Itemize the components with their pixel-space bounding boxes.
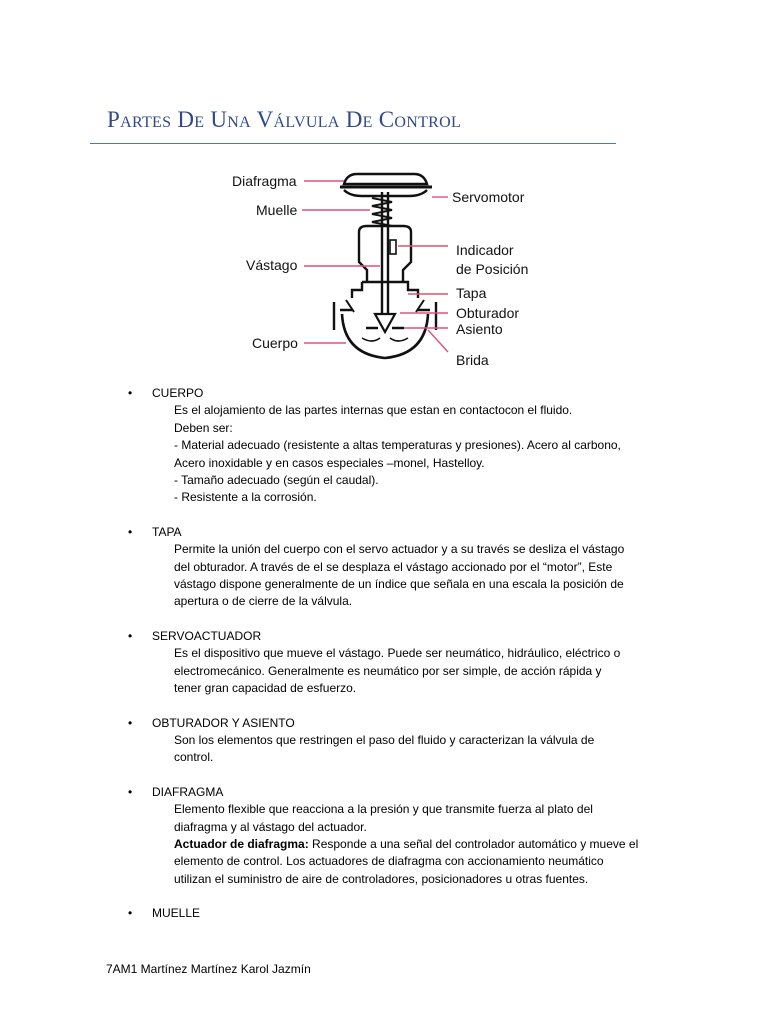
body-line: - Tamaño adecuado (según el caudal). xyxy=(174,473,379,488)
body-line: Elemento flexible que reacciona a la presión y que transmite fuerza al plato del xyxy=(174,802,593,817)
body-line: apertura o de cierre de la válvula. xyxy=(174,594,353,609)
label-cuerpo: Cuerpo xyxy=(252,335,298,351)
section-cuerpo xyxy=(128,385,668,507)
label-muelle: Muelle xyxy=(256,202,298,218)
section-muelle xyxy=(128,905,668,922)
plug xyxy=(375,314,395,332)
section-heading: CUERPO xyxy=(152,386,204,400)
bullet-icon: • xyxy=(128,524,133,539)
section-obturador-asiento xyxy=(128,715,668,767)
section-tapa xyxy=(128,524,668,611)
section-diafragma xyxy=(128,784,668,888)
label-indicador-1: Indicador xyxy=(456,242,514,258)
section-body xyxy=(174,645,668,697)
section-body xyxy=(174,402,668,506)
body-line: del obturador. A través de el se desplaza el vástago accionado por el “motor”, Este xyxy=(174,559,613,574)
body-line: - Resistente a la corrosión. xyxy=(174,490,317,505)
section-body xyxy=(174,732,668,767)
body-line: electromecánico. Generalmente es neumático por ser simple, de acción rápida y xyxy=(174,663,602,678)
bullet-icon: • xyxy=(128,628,133,643)
bullet-icon: • xyxy=(128,784,133,799)
yoke xyxy=(359,232,411,282)
label-diafragma: Diafragma xyxy=(232,173,297,189)
label-brida: Brida xyxy=(456,352,489,368)
diaphragm-top xyxy=(344,174,427,184)
body-line: Acero inoxidable y en casos especiales –monel, Hastelloy. xyxy=(174,455,485,470)
body-line: Permite la unión del cuerpo con el servo actuador y a su través se desliza el vástago xyxy=(174,542,625,557)
section-heading: DIAFRAGMA xyxy=(152,784,224,799)
body-line: tener gran capacidad de esfuerzo. xyxy=(174,681,357,696)
section-heading: TAPA xyxy=(152,524,182,539)
position-indicator xyxy=(390,240,396,254)
page-title: Partes De Una Válvula De Control xyxy=(107,107,462,132)
section-body xyxy=(174,541,668,611)
body-line: Es el dispositivo que mueve el vástago. Puede ser neumático, hidráulico, eléctrico o xyxy=(174,646,621,661)
bullet-icon: • xyxy=(128,386,133,400)
body-line: vástago dispone generalmente de un índice que señala en una escala la posición de xyxy=(174,577,624,592)
yoke-top xyxy=(359,226,411,232)
label-vastago: Vástago xyxy=(246,257,298,273)
body-line-with-bold-lead xyxy=(174,836,668,853)
body-line: Deben ser: xyxy=(174,420,233,435)
diaphragm-bottom xyxy=(344,190,427,196)
bonnet xyxy=(352,282,418,298)
body-line: Son los elementos que restringen el paso del fluido y caracterizan la válvula de xyxy=(174,732,595,747)
section-heading: OBTURADOR Y ASIENTO xyxy=(152,715,295,730)
sections-list xyxy=(128,385,668,940)
body-line: Es el alojamiento de las partes internas que estan en contactocon el fluido. xyxy=(174,403,573,418)
bold-rest: Responde a una señal del controlador automático y mueve el xyxy=(308,836,639,851)
body-line: elemento de control. Los actuadores de diafragma con accionamiento neumático xyxy=(174,854,604,869)
footer-author: 7AM1 Martínez Martínez Karol Jazmín xyxy=(106,962,311,976)
valve-diagram xyxy=(222,162,544,374)
bullet-icon: • xyxy=(128,906,133,921)
section-heading: SERVOACTUADOR xyxy=(152,628,262,643)
label-indicador-2: de Posición xyxy=(456,261,529,277)
section-servoactuador xyxy=(128,628,668,698)
title-divider xyxy=(90,143,616,144)
label-tapa: Tapa xyxy=(456,285,487,301)
label-obturador: Obturador xyxy=(456,305,520,321)
bullet-icon: • xyxy=(128,715,133,730)
bold-lead: Actuador de diafragma: xyxy=(174,836,309,851)
body-line: control. xyxy=(174,750,214,765)
label-servomotor: Servomotor xyxy=(452,189,525,205)
body-line: - Material adecuado (resistente a altas temperaturas y presiones). Acero al carbono, xyxy=(174,438,621,453)
body-line: utilizan el suministro de aire de controladores, posicionadores u otras fuentes. xyxy=(174,871,589,886)
section-body xyxy=(174,801,668,888)
body-line: diafragma y al vástago del actuador. xyxy=(174,819,367,834)
section-heading: MUELLE xyxy=(152,906,201,921)
label-asiento: Asiento xyxy=(456,321,503,337)
